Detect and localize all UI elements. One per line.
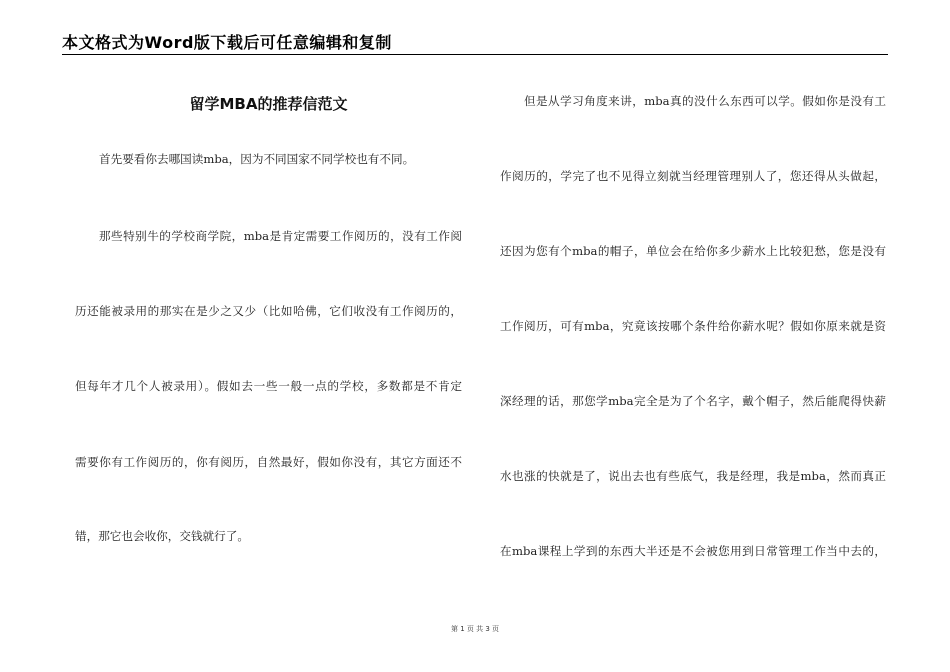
text-line: 深经理的话，那您学mba完全是为了个名字，戴个帽子，然后能爬得快薪 xyxy=(500,394,886,408)
text-line: 作阅历的，学完了也不见得立刻就当经理管理别人了，您还得从头做起， xyxy=(500,169,886,183)
text-line: 错，那它也会收你，交钱就行了。 xyxy=(75,529,249,543)
text-line: 历还能被录用的那实在是少之又少（比如哈佛，它们收没有工作阅历的， xyxy=(75,304,462,318)
text-line: 但每年才几个人被录用）。假如去一些一般一点的学校，多数都是不肯定 xyxy=(75,379,462,393)
left-column xyxy=(75,0,462,672)
text-line: 但是从学习角度来讲，mba真的没什么东西可以学。假如你是没有工 xyxy=(524,94,886,108)
right-column xyxy=(500,0,886,672)
text-line: 工作阅历，可有mba，究竟该按哪个条件给你薪水呢？假如你原来就是资 xyxy=(500,319,886,333)
text-line: 在mba课程上学到的东西大半还是不会被您用到日常管理工作当中去的， xyxy=(500,544,886,558)
page-footer: 第 1 页 共 3 页 xyxy=(450,625,500,633)
text-line: 还因为您有个mba的帽子，单位会在给你多少薪水上比较犯愁，您是没有 xyxy=(500,244,886,258)
document-title: 留学MBA的推荐信范文 xyxy=(189,95,348,113)
page-header: 本文格式为Word版下载后可任意编辑和复制 xyxy=(62,33,392,52)
text-line: 水也涨的快就是了，说出去也有些底气，我是经理，我是mba，然而真正 xyxy=(500,469,886,483)
text-line: 那些特别牛的学校商学院，mba是肯定需要工作阅历的，没有工作阅 xyxy=(99,229,462,243)
text-line: 需要你有工作阅历的，你有阅历，自然最好，假如你没有，其它方面还不 xyxy=(75,455,462,469)
text-line: 首先要看你去哪国读mba，因为不同国家不同学校也有不同。 xyxy=(99,152,415,166)
